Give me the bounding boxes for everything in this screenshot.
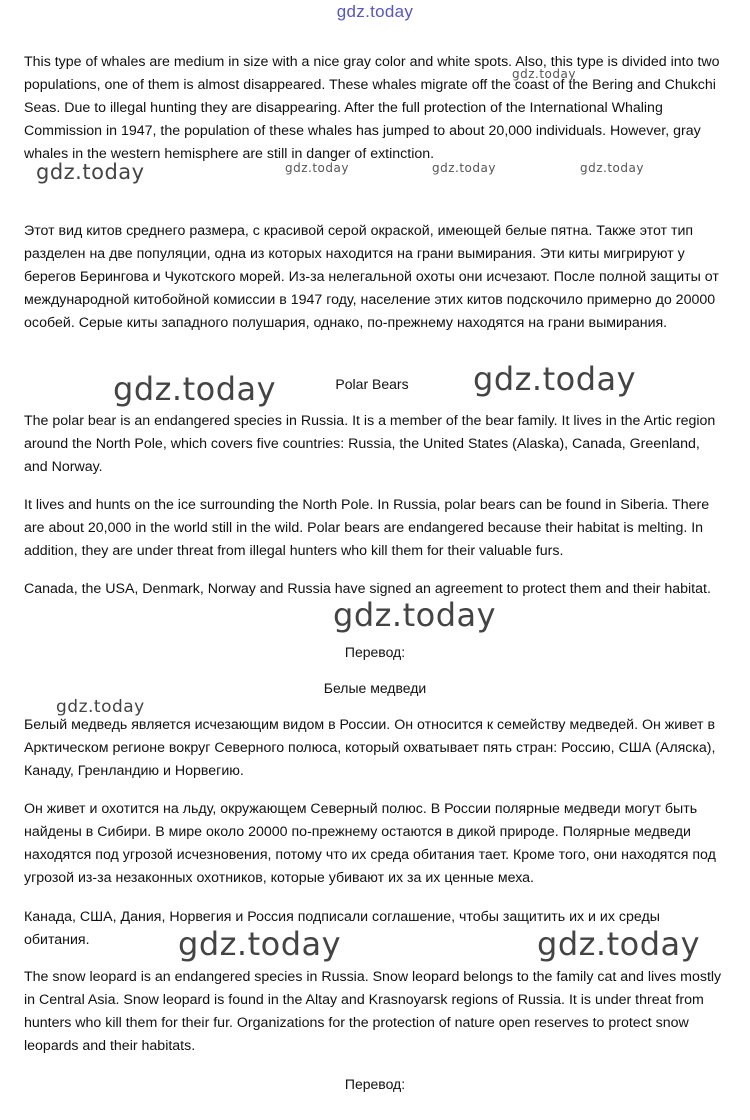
polar-bears-ru-paragraph-1: Белый медведь является исчезающим видом в России. Он относится к семейству медведей. Он живет в Арктическом регионе вокруг Северного полюса, который охватывает пять стран: Россию, США (Аляска), Канаду, Гренландию и Норвегию. (24, 717, 716, 779)
gray-whales-ru-paragraph: Этот вид китов среднего размера, с красивой серой окраской, имеющей белые пятна. Также этот тип разделен на две популяции, одна из которых находится на грани вымирания. Эти киты мигрируют у берегов Берингова и Чукотского морей. Из-за нелегальной охоты они исчезают. После полной защиты от международной китобойной комиссии в 1947 году, население этих китов подскочило примерно до 20000 особей. Серые киты западного полушария, однако, по-прежнему находятся на грани вымирания. (24, 223, 719, 331)
watermark: gdz.today (285, 161, 349, 175)
watermark: gdz.today (36, 160, 145, 184)
polar-bears-ru-paragraph-2: Он живет и охотится на льду, окружающем Северный полюс. В России полярные медведи могут быть найдены в Сибири. В мире около 20000 по-прежнему остаются в дикой природе. Полярные медведи находятся под угрозой исчезновения, потому что их среда обитания тает. Кроме того, они находятся под угрозой из-за незаконных охотников, которые убивают их за их ценные меха. (24, 801, 716, 886)
watermark: gdz.today (473, 360, 637, 398)
snow-leopard-en-paragraph: The snow leopard is an endangered species in Russia. Snow leopard belongs to the family cat and lives mostly in Central Asia. Snow leopard is found in the Altay and Krasnoyarsk regions of Russia. It is under threat from hunters who kill them for their fur. Organizations for the protection of nature open reserves to protect snow leopards and their habitats. (24, 969, 722, 1054)
watermark: gdz.today (178, 925, 342, 963)
polar-bears-ru-heading: Белые медведи (323, 680, 427, 696)
watermark: gdz.today (56, 697, 145, 717)
watermark: gdz.today (512, 67, 576, 81)
polar-bears-en-paragraph-1: The polar bear is an endangered species in Russia. It is a member of the bear family. It lives in the Artic region around the North Pole, which covers five countries: Russia, the United States (Alaska), Canada, Greenland, and Norway. (24, 413, 716, 475)
watermark: gdz.today (432, 161, 496, 175)
polar-bears-en-paragraph-3: Canada, the USA, Denmark, Norway and Russia have signed an agreement to protect them and their habitat. (24, 581, 711, 597)
polar-bears-ru-paragraph-3: Канада, США, Дания, Норвегия и Россия подписали соглашение, чтобы защитить их и их среды обитания. (24, 909, 660, 948)
watermark: gdz.today (580, 161, 644, 175)
translation-label: Перевод: (344, 1076, 406, 1092)
watermark: gdz.today (537, 925, 701, 963)
header-watermark: gdz.today (336, 2, 414, 21)
translation-label: Перевод: (344, 644, 406, 660)
watermark: gdz.today (333, 596, 497, 634)
watermark: gdz.today (113, 370, 277, 408)
polar-bears-en-paragraph-2: It lives and hunts on the ice surrounding the North Pole. In Russia, polar bears can be found in Siberia. There are about 20,000 in the world still in the wild. Polar bears are endangered because their habitat is melting. In addition, they are under threat from illegal hunters who kill them for their valuable furs. (24, 497, 710, 559)
polar-bears-heading: Polar Bears (335, 376, 409, 392)
gray-whales-en-paragraph: This type of whales are medium in size with a nice gray color and white spots. Also, this type is divided into two populations, one of them is almost disappeared. These whales migrate off the coast of the Bering and Chukchi Seas. Due to illegal hunting they are disappearing. After the full protection of the International Whaling Commission in 1947, the population of these whales has jumped to about 20,000 individuals. However, gray whales in the western hemisphere are still in danger of extinction. (24, 54, 720, 162)
